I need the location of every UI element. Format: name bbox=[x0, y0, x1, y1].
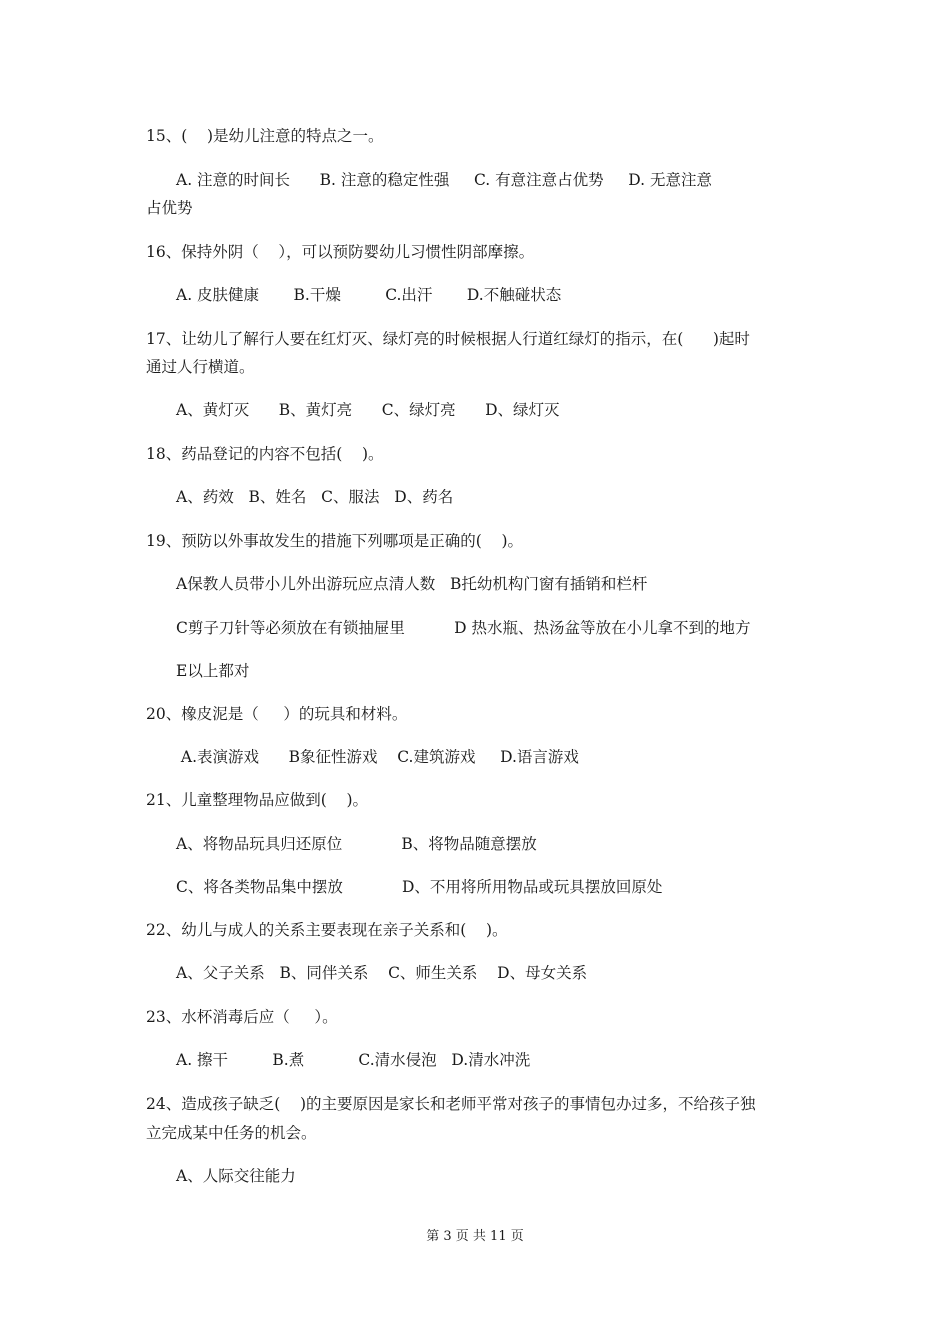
question-19-stem: 19、预防以外事故发生的措施下列哪项是正确的( )。 bbox=[146, 532, 524, 550]
question-19-options-ab: A保教人员带小儿外出游玩应点清人数 B托幼机构门窗有插销和栏杆 bbox=[176, 575, 648, 593]
question-15-options: A. 注意的时间长 B. 注意的稳定性强 C. 有意注意占优势 D. 无意注意 bbox=[176, 171, 713, 189]
question-24-stem-continued: 立完成某中任务的机会。 bbox=[146, 1124, 317, 1142]
question-18-stem: 18、药品登记的内容不包括( )。 bbox=[146, 445, 384, 463]
question-18-options: A、药效 B、姓名 C、服法 D、药名 bbox=[176, 488, 454, 506]
question-20-options: A.表演游戏 B象征性游戏 C.建筑游戏 D.语言游戏 bbox=[176, 748, 579, 766]
question-24-stem: 24、造成孩子缺乏( )的主要原因是家长和老师平常对孩子的事情包办过多，不给孩子独 bbox=[146, 1095, 756, 1113]
question-21-stem: 21、儿童整理物品应做到( )。 bbox=[146, 791, 369, 809]
question-23-options: A. 擦干 B.煮 C.清水侵泡 D.清水冲洗 bbox=[176, 1051, 531, 1069]
question-17-stem-continued: 通过人行横道。 bbox=[146, 358, 255, 376]
question-19-option-e: E以上都对 bbox=[176, 662, 250, 680]
question-15-stem: 15、( )是幼儿注意的特点之一。 bbox=[146, 127, 384, 145]
question-21-options-ab: A、将物品玩具归还原位 B、将物品随意摆放 bbox=[176, 835, 537, 853]
question-24-option-a: A、人际交往能力 bbox=[176, 1167, 296, 1185]
question-15-options-continued: 占优势 bbox=[146, 199, 193, 217]
question-17-stem: 17、让幼儿了解行人要在红灯灭、绿灯亮的时候根据人行道红绿灯的指示，在( )起时 bbox=[146, 330, 750, 348]
question-22-stem: 22、幼儿与成人的关系主要表现在亲子关系和( )。 bbox=[146, 921, 508, 939]
question-21-options-cd: C、将各类物品集中摆放 D、不用将所用物品或玩具摆放回原处 bbox=[176, 878, 663, 896]
question-20-stem: 20、橡皮泥是（ ）的玩具和材料。 bbox=[146, 705, 408, 723]
page-footer: 第 3 页 共 11 页 bbox=[426, 1229, 524, 1244]
question-16-stem: 16、保持外阴（ ），可以预防婴幼儿习惯性阴部摩擦。 bbox=[146, 243, 535, 261]
question-23-stem: 23、水杯消毒后应（ ）。 bbox=[146, 1008, 338, 1026]
question-16-options: A. 皮肤健康 B.干燥 C.出汗 D.不触碰状态 bbox=[176, 286, 562, 304]
question-22-options: A、父子关系 B、同伴关系 C、师生关系 D、母女关系 bbox=[176, 964, 588, 982]
question-17-options: A、黄灯灭 B、黄灯亮 C、绿灯亮 D、绿灯灭 bbox=[176, 401, 560, 419]
question-19-options-cd: C剪子刀针等必须放在有锁抽屉里 D 热水瓶、热汤盆等放在小儿拿不到的地方 bbox=[176, 619, 751, 637]
